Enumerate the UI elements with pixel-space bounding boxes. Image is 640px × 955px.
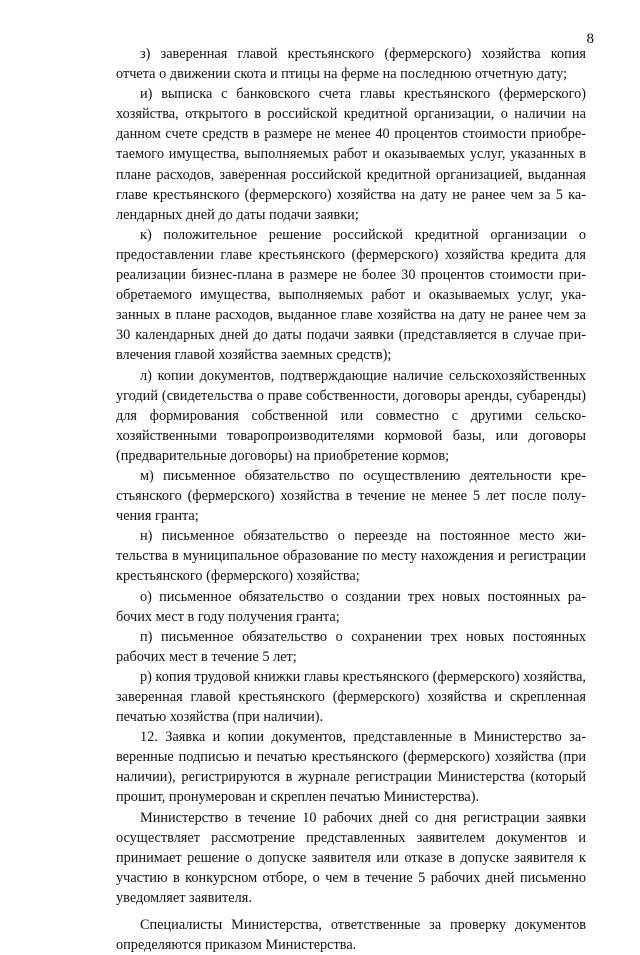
paragraph-clause-12: 12. Заявка и копии документов, представленные в Министерство заверенные подписью и печатью крестьянского (фермерского) хозяйства (при наличии), регистрируются в журнале регистрации Министерства (который прошит, пронумерован и скреплен печатью Министерства).	[116, 729, 586, 806]
page-number: 8	[586, 31, 594, 47]
paragraph-item-z: з) заверенная главой крестьянского (фермерского) хозяйства копия отчета о движении скота и птицы на ферме на последнюю отчетную дату;	[116, 46, 586, 83]
document-body	[116, 44, 586, 955]
paragraph-item-n: н) письменное обязательство о переезде на постоянное место жительства в муниципальное образование по месту нахождения и регистрации крестьянского (фермерского) хозяйства;	[116, 528, 586, 585]
paragraph-item-o: о) письменное обязательство о создании трех новых постоянных рабочих мест в году получения гранта;	[116, 588, 586, 625]
paragraph-item-i: и) выписка с банковского счета главы крестьянского (фермерского) хозяйства, открытого в российской кредитной организации, о наличии на данном счете средств в размере не менее 40 процентов стоимости приобретаемого имущества, выполняемых работ и оказываемых услуг, указанных в плане расходов, заверенная российской кредитной организацией, выданная главе крестьянского (фермерского) хозяйства на дату не ранее чем за 5 календарных дней до даты подачи заявки;	[116, 86, 586, 223]
paragraph-ministry-review: Министерство в течение 10 рабочих дней со дня регистрации заявки осуществляет рассмотрение представленных заявителем документов и принимает решение о допуске заявителя или отказе в допуске заявителя к участию в конкурсном отборе, о чем в течение 5 рабочих дней письменно уведомляет заявителя.	[116, 809, 586, 906]
paragraph-item-p: п) письменное обязательство о сохранении трех новых постоянных рабочих мест в течение 5 лет;	[116, 628, 586, 665]
paragraph-item-r: р) копия трудовой книжки главы крестьянского (фермерского) хозяйства, заверенная главой крестьянского (фермерского) хозяйства и скрепленная печатью хозяйства (при наличии).	[116, 668, 586, 726]
paragraph-item-k: к) положительное решение российской кредитной организации о предоставлении главе крестьянского (фермерского) хозяйства кредита для реализации бизнес-плана в размере не более 30 процентов стоимости приобретаемого имущества, выполняемых работ и оказываемых услуг, указанных в плане расходов, выданное главе хозяйства на дату не ранее чем за 30 календарных дней до даты подачи заявки (представляется в случае привлечения главой хозяйства заемных средств);	[116, 226, 586, 364]
paragraph-item-l: л) копии документов, подтверждающие наличие сельскохозяйственных угодий (свидетельства о праве собственности, договоры аренды, субаренды) для формирования собственной или совместно с другими сельскохозяйственными товаропроизводителями кормовой базы, или договоры (предварительные договоры) на приобретение кормов;	[116, 367, 586, 464]
paragraph-specialists: Специалисты Министерства, ответственные за проверку документов определяются приказом Министерства.	[116, 917, 586, 954]
paragraph-item-m: м) письменное обязательство по осуществлению деятельности крестьянского (фермерского) хозяйства в течение не менее 5 лет после получения гранта;	[116, 467, 586, 525]
